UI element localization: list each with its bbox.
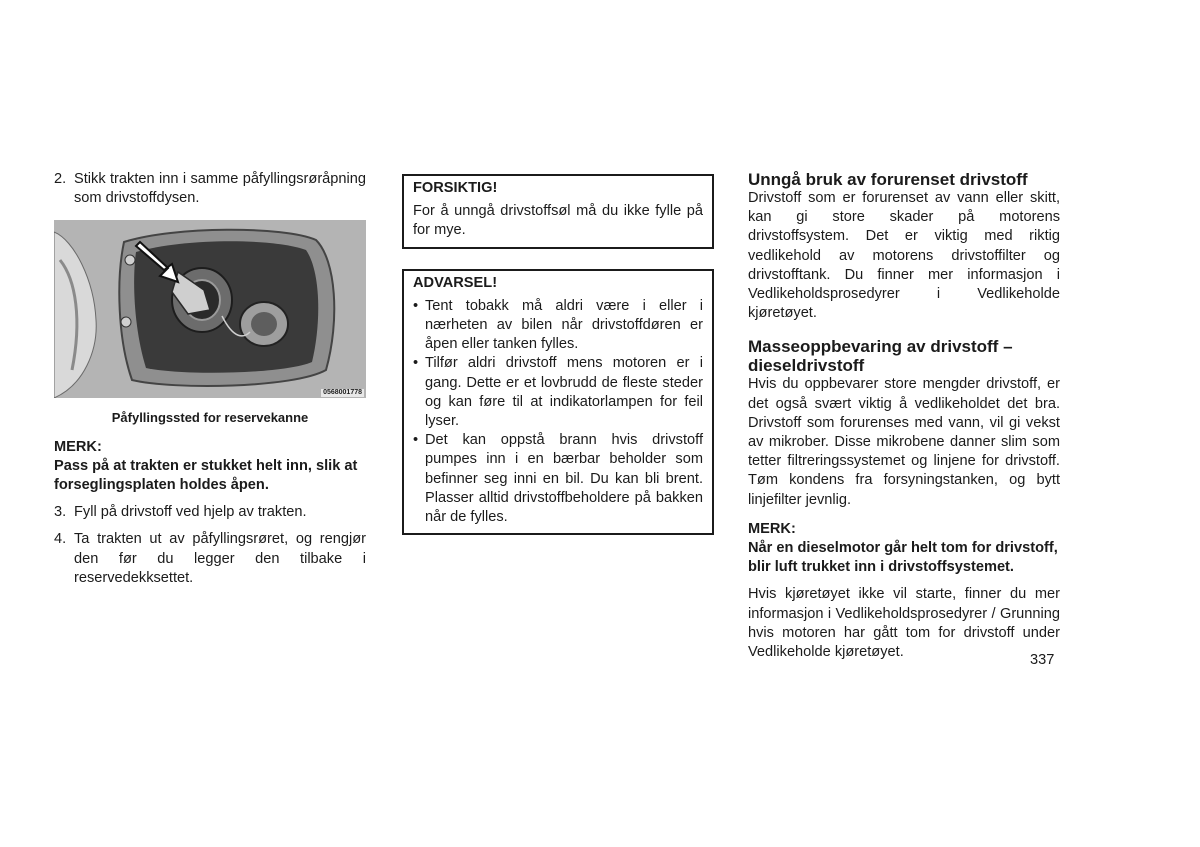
bullet-icon: • — [413, 355, 419, 372]
caution-text: For å unngå drivstoffsøl må du ikke fylle på for mye. — [413, 203, 703, 239]
step-4-text: Ta trakten ut av påfyllingsrøret, og rengjør den før du legger den tilbake i reservedekksettet. — [74, 531, 366, 586]
fuel-door-drawing — [54, 220, 366, 398]
figure-caption: Påfyllingssted for reservekanne — [111, 410, 309, 426]
left-column — [54, 170, 366, 596]
note-label: MERK: — [54, 438, 102, 455]
page-number: 337 — [1030, 652, 1055, 668]
note-text: Pass på at trakten er stukket helt inn, slik at forseglingsplaten holdes åpen. — [54, 457, 358, 494]
paragraph-contaminated-fuel: Drivstoff som er forurenset av vann eller skitt, kan gi store skader på motorens drivstoffsystem. Det er viktig med riktig vedlikehold av motorens drivstoffilter og drivstofftank. Du finner mer informasjon i Vedlikeholdsprosedyrer i Vedlikeholde kjøretøyet. — [748, 190, 1060, 322]
paragraph-bulk-storage: Hvis du oppbevarer store mengder drivstoff, er det også svært viktig å vedlikeholdet det bra. Drivstoff som forurenses med vann, vil gi vekst av mikrober. Disse mikrobene danner slim som tetter filtreringssystemet og linjene for drivstoff. Tøm kondens fra forsyningstanken, og bytt linjefilter jevnlig. — [748, 376, 1060, 508]
paragraph-no-start: Hvis kjøretøyet ikke vil starte, finner du mer informasjon i Vedlikeholdsprosedyrer / Grunning hvis motoren har gått tom for drivstoff under Vedlikeholde kjøretøyet. — [748, 586, 1060, 661]
warning-item-text: Tent tobakk må aldri være i eller i nærheten av bilen når drivstoffdøren er åpen eller tanken fylles. — [425, 297, 703, 353]
bullet-icon: • — [413, 297, 419, 314]
warning-list — [413, 297, 703, 527]
step-4-number: 4. — [54, 531, 67, 548]
caution-title: FORSIKTIG! — [413, 180, 498, 196]
warning-item — [413, 431, 703, 527]
warning-item — [413, 297, 703, 355]
warning-title: ADVARSEL! — [413, 274, 498, 291]
step-3-text: Fyll på drivstoff ved hjelp av trakten. — [74, 504, 307, 521]
step-3-number: 3. — [54, 504, 67, 521]
caution-box — [402, 174, 714, 249]
bullet-icon: • — [413, 432, 419, 449]
warning-item — [413, 354, 703, 431]
warning-item-text: Tilfør aldri drivstoff mens motoren er i gang. Dette er et lovbrudd de fleste steder og kan føre til at indikatorlampen for feil lyser. — [425, 355, 703, 430]
step-2 — [54, 170, 366, 208]
warning-box — [402, 269, 714, 536]
fuel-filler-illustration — [54, 220, 366, 398]
right-column — [748, 170, 1060, 662]
step-2-number: 2. — [54, 171, 67, 187]
note-label: MERK: — [748, 520, 796, 537]
step-2-text: Stikk trakten inn i samme påfyllingsrøråpning som drivstoffdysen. — [74, 171, 366, 207]
warning-item-text: Det kan oppstå brann hvis drivstoff pumpes inn i en bærbar beholder som befinner seg inni en bil. Du kan bli brent. Plasser alltid drivstoffbeholdere på bakken når de fylles. — [425, 432, 703, 526]
section-heading-bulk-storage: Masseoppbevaring av drivstoff – dieseldrivstoff — [748, 337, 1013, 376]
note-text: Når en dieselmotor går helt tom for drivstoff, blir luft trukket inn i drivstoffsystemet. — [748, 540, 1058, 576]
step-3 — [54, 503, 366, 522]
section-heading-contaminated-fuel: Unngå bruk av forurenset drivstoff — [748, 170, 1028, 189]
figure-code: 0568001778 — [323, 389, 362, 397]
step-4 — [54, 530, 366, 588]
middle-column — [402, 174, 714, 555]
